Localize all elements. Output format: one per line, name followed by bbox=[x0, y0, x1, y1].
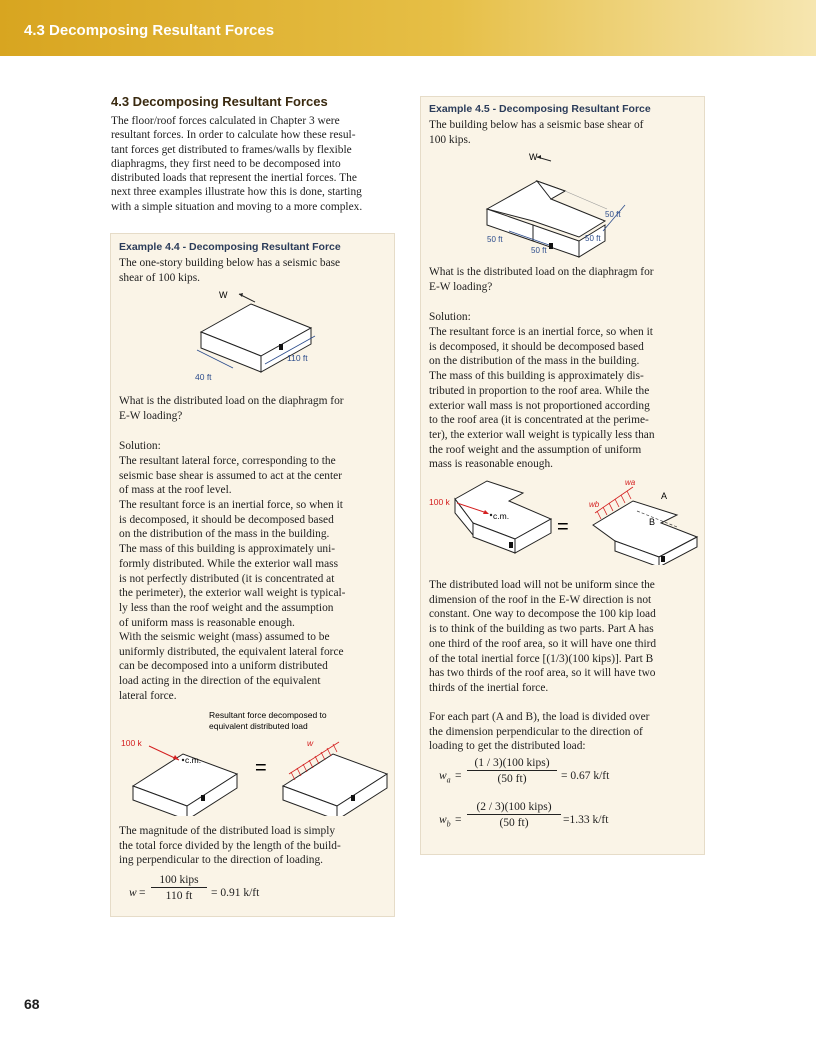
text-line: on the distribution of the mass in the building. bbox=[429, 355, 640, 368]
example-4-4-box bbox=[110, 233, 395, 917]
example-4-5-para-2 bbox=[429, 578, 699, 696]
equation-wb: $w_b$ = (2 / 3)(100 kips) (50 ft) =1.33 k/ft bbox=[439, 801, 609, 829]
text-line: ly less than the roof weight and the assumption bbox=[119, 601, 334, 614]
equation-w: w = 100 kips 110 ft = 0.91 k/ft bbox=[129, 874, 260, 902]
text-line: of uniform mass is reasonable enough. bbox=[119, 616, 295, 629]
text-line: tant forces get distributed to frames/walls by flexible bbox=[111, 143, 352, 156]
text-line: is to think of the building as two parts. Part A has bbox=[429, 623, 654, 636]
text-line: distributed loads that represent the inertial forces. The bbox=[111, 172, 357, 185]
text-line: exterior wall mass is not proportioned according bbox=[429, 399, 650, 412]
text-line: The mass of this building is approximately uni- bbox=[119, 543, 336, 556]
text-line: next three examples illustrate how this is done, starting bbox=[111, 186, 362, 199]
text-line: The resultant lateral force, corresponding to the bbox=[119, 455, 336, 467]
center-of-mass-label-2: c.m. bbox=[493, 511, 510, 521]
part-a-label: A bbox=[661, 491, 668, 501]
text-line: seismic base shear is assumed to act at the center bbox=[119, 469, 342, 482]
distributed-load-b-label: wb bbox=[589, 500, 600, 509]
text-line: formly distributed. While the exterior wall mass bbox=[119, 557, 339, 570]
text-line: diaphragms, they first need to be decomposed into bbox=[111, 157, 341, 170]
dimension-3: 50 ft bbox=[585, 234, 601, 243]
text-line: E-W loading? bbox=[429, 280, 493, 293]
text-line: the total force divided by the length of the build- bbox=[119, 839, 341, 852]
text-line: is decomposed, it should be decomposed based bbox=[429, 340, 644, 353]
l-shaped-building-figure bbox=[479, 149, 649, 259]
text-line: What is the distributed load on the diaphragm for bbox=[429, 266, 654, 278]
example-4-4-title: Example 4.4 - Decomposing Resultant Force bbox=[119, 241, 341, 253]
direction-w-label-2: W bbox=[529, 152, 538, 162]
text-line: mass is reasonable enough. bbox=[429, 458, 554, 471]
text-line: The one-story building below has a seismic base bbox=[119, 257, 341, 269]
direction-w-label: W bbox=[219, 290, 228, 300]
text-line: the dimension perpendicular to the direction of bbox=[429, 725, 643, 738]
text-line: with a simple situation and moving to a more complex. bbox=[111, 200, 363, 213]
text-line: E-W loading? bbox=[119, 409, 183, 422]
decomposition-figure-left bbox=[115, 704, 395, 816]
figure-caption-line1: Resultant force decomposed to bbox=[209, 710, 327, 720]
solution-label-2: Solution: bbox=[429, 311, 471, 323]
text-line: one third of the roof area, so it will have one third bbox=[429, 637, 657, 650]
example-4-5-para-3 bbox=[429, 710, 699, 754]
example-4-5-intro bbox=[429, 118, 699, 147]
text-line: of the total inertial force [(1/3)(100 kips)]. Part B bbox=[429, 652, 654, 665]
equation-wa: $w_a$ = (1 / 3)(100 kips) (50 ft) = 0.67 k/ft bbox=[439, 757, 610, 785]
rectangular-building-figure bbox=[181, 288, 341, 388]
text-line: The resultant force is an inertial force, so when it bbox=[429, 326, 653, 338]
text-line: With the seismic weight (mass) assumed to be bbox=[119, 631, 330, 643]
text-line: ter), the exterior wall weight is typically less than bbox=[429, 428, 655, 441]
intro-paragraph bbox=[111, 114, 397, 214]
example-4-5-para-1 bbox=[429, 325, 699, 472]
text-line: 100 kips. bbox=[429, 133, 471, 146]
example-4-4-para-2 bbox=[119, 498, 389, 630]
distributed-load-a-label: wa bbox=[625, 478, 636, 487]
resultant-force-label-2: 100 k bbox=[429, 497, 450, 507]
banner-title: 4.3 Decomposing Resultant Forces bbox=[24, 22, 275, 39]
example-4-4-intro bbox=[119, 256, 389, 285]
text-line: shear of 100 kips. bbox=[119, 271, 200, 284]
example-4-5-question bbox=[429, 265, 699, 294]
text-line: The floor/roof forces calculated in Chapter 3 were bbox=[111, 115, 340, 127]
text-line: The resultant force is an inertial force, so when it bbox=[119, 499, 343, 511]
dimension-2: 50 ft bbox=[531, 246, 547, 255]
example-4-4-para-3 bbox=[119, 630, 389, 704]
text-line: The distributed load will not be uniform since the bbox=[429, 579, 655, 591]
length-dimension: 110 ft bbox=[287, 353, 308, 363]
text-line: can be decomposed into a uniform distributed bbox=[119, 660, 328, 673]
text-line: The magnitude of the distributed load is simply bbox=[119, 825, 336, 837]
text-line: The mass of this building is approximately dis- bbox=[429, 370, 644, 383]
text-line: the perimeter), the exterior wall weight is typical- bbox=[119, 587, 346, 600]
equals-sign: = bbox=[255, 757, 267, 779]
text-line: The building below has a seismic base shear of bbox=[429, 119, 644, 131]
text-line: to the roof area (it is concentrated at the perime- bbox=[429, 414, 649, 427]
distributed-load-label: w bbox=[307, 738, 314, 748]
example-4-4-para-4 bbox=[119, 824, 389, 868]
section-title: 4.3 Decomposing Resultant Forces bbox=[111, 94, 328, 109]
text-line: tributed in proportion to the roof area. While the bbox=[429, 384, 650, 397]
text-line: What is the distributed load on the diaphragm for bbox=[119, 395, 344, 407]
example-4-5-title: Example 4.5 - Decomposing Resultant Force bbox=[429, 103, 651, 115]
text-line: of mass at the roof level. bbox=[119, 484, 232, 497]
text-line: on the distribution of the mass in the building. bbox=[119, 528, 330, 541]
text-line: For each part (A and B), the load is divided over bbox=[429, 711, 650, 723]
text-line: has two thirds of the roof area, so it will have two bbox=[429, 667, 656, 680]
text-line: ing perpendicular to the direction of loading. bbox=[119, 854, 324, 867]
text-line: thirds of the inertial force. bbox=[429, 681, 549, 694]
center-of-mass-label: c.m. bbox=[185, 755, 202, 765]
example-4-4-para-1 bbox=[119, 454, 389, 498]
text-line: constant. One way to decompose the 100 kip load bbox=[429, 608, 656, 621]
text-line: is decomposed, it should be decomposed based bbox=[119, 513, 334, 526]
solution-label: Solution: bbox=[119, 440, 161, 452]
text-line: resultant forces. In order to calculate how these resul- bbox=[111, 129, 356, 142]
part-b-label: B bbox=[649, 517, 656, 527]
equals-sign-2: = bbox=[557, 516, 569, 538]
chapter-banner bbox=[0, 0, 816, 56]
text-line: dimension of the roof in the E-W direction is not bbox=[429, 593, 652, 606]
dimension-4: 50 ft bbox=[605, 210, 621, 219]
example-4-4-question bbox=[119, 394, 389, 423]
decomposition-figure-right bbox=[425, 475, 705, 565]
text-line: is not perfectly distributed (it is concentrated at bbox=[119, 572, 335, 585]
text-line: uniformly distributed, the equivalent lateral force bbox=[119, 645, 344, 658]
text-line: the roof weight and the assumption of uniform bbox=[429, 443, 642, 456]
text-line: load acting in the direction of the equivalent bbox=[119, 675, 321, 688]
page-number: 68 bbox=[24, 996, 40, 1012]
figure-caption-line2: equivalent distributed load bbox=[209, 721, 308, 731]
text-line: lateral force. bbox=[119, 689, 177, 702]
resultant-force-label: 100 k bbox=[121, 738, 142, 748]
width-dimension: 40 ft bbox=[195, 372, 212, 382]
example-4-5-box bbox=[420, 96, 705, 855]
text-line: loading to get the distributed load: bbox=[429, 740, 586, 753]
dimension-1: 50 ft bbox=[487, 235, 503, 244]
